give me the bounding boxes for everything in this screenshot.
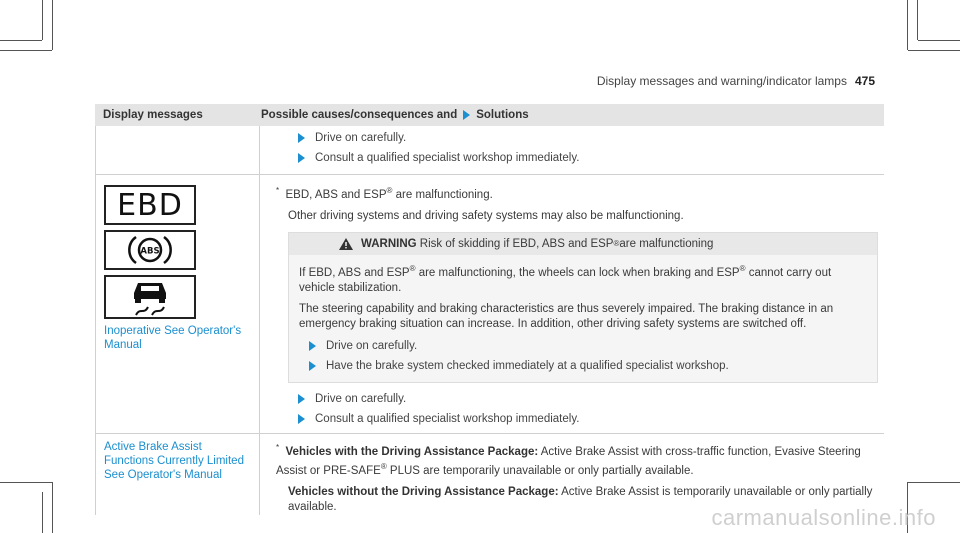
page-number: 475 [854, 74, 875, 88]
arrow-icon [298, 394, 305, 404]
active-brake-assist-label: Active Brake Assist Functions Currently Limited See Operator's Manual [104, 440, 244, 481]
table-header [95, 104, 884, 126]
crop-mark [0, 482, 52, 483]
solution-step: Consult a qualified specialist workshop immediately. [298, 413, 878, 425]
col-causes: Possible causes/consequences and Solutions [261, 109, 529, 121]
crop-mark [908, 482, 960, 483]
crop-mark [918, 40, 960, 41]
esp-skidding-car-icon [104, 275, 196, 319]
crop-mark [42, 492, 43, 533]
warning-box: WARNING Risk of skidding if EBD, ABS and ESP ® are malfunctioning If EBD, ABS and ESP® are malfunctioning, the wheels can lock when braking and ESP® cannot carry out vehicle stabilization. The steering capability and braking characteristics are thus severely impaired. The braking distance in an emergency braking situation can increase. In addition, other driving safety systems are switched off. Drive on carefully. Have the brake system checked immediately at a qualified specialist workshop. [288, 232, 878, 383]
warning-label: WARNING [361, 237, 417, 250]
messages-table [95, 104, 884, 515]
arrow-icon [298, 414, 305, 424]
crop-mark [917, 0, 918, 40]
solution-step: Have the brake system checked immediately at a qualified specialist workshop. [309, 360, 867, 372]
crop-mark [908, 50, 960, 51]
crop-mark [0, 40, 42, 41]
solution-step: Drive on carefully. [298, 393, 878, 405]
crop-mark [907, 0, 908, 50]
warning-para-1: If EBD, ABS and ESP® are malfunctioning, the wheels can lock when braking and ESP® cannot carry out vehicle stabilization. [299, 263, 832, 294]
abs-warning-lamp-icon [104, 230, 196, 270]
header-title: Display messages and warning/indicator lamps [596, 74, 847, 88]
arrow-icon [298, 153, 305, 163]
svg-text:ABS: ABS [140, 246, 160, 257]
page-header [597, 74, 875, 88]
crop-mark [42, 0, 43, 40]
ebd-warning-lamp-icon: EBD [104, 185, 196, 225]
col-display-messages: Display messages [103, 109, 203, 121]
arrow-icon [463, 110, 470, 120]
without-package-text: Vehicles without the Driving Assistance Package: Active Brake Assist is temporarily unavailable or only partially available. [288, 486, 873, 514]
warning-triangle-icon [339, 238, 353, 250]
arrow-icon [309, 341, 316, 351]
inoperative-label: Inoperative See Operator's Manual [104, 325, 242, 351]
crop-mark [52, 0, 53, 50]
solution-step: Drive on carefully. [298, 132, 878, 144]
other-systems-text: Other driving systems and driving safety systems may also be malfunctioning. [288, 209, 684, 222]
crop-mark [52, 482, 53, 533]
solution-step: Drive on carefully. [309, 340, 867, 352]
with-package-text: * Vehicles with the Driving Assistance Package: Active Brake Assist with cross-traffic function, Evasive Steering Assist or PRE-SAFE® PLUS are temporarily unavailable or only partially available. [276, 442, 861, 478]
warning-para-2: The steering capability and braking characteristics are thus severely impaired. The braking distance in an emergency braking situation can increase. In addition, other driving safety systems are switched off. [299, 302, 834, 330]
table-row [95, 175, 884, 434]
arrow-icon [298, 133, 305, 143]
solution-step: Consult a qualified specialist workshop immediately. [298, 152, 878, 164]
crop-mark [0, 50, 52, 51]
table-row [95, 126, 884, 175]
cause-text: * EBD, ABS and ESP® are malfunctioning. [276, 186, 493, 201]
table-row [95, 434, 884, 516]
watermark: carmanualsonline.info [711, 505, 936, 530]
arrow-icon [309, 361, 316, 371]
